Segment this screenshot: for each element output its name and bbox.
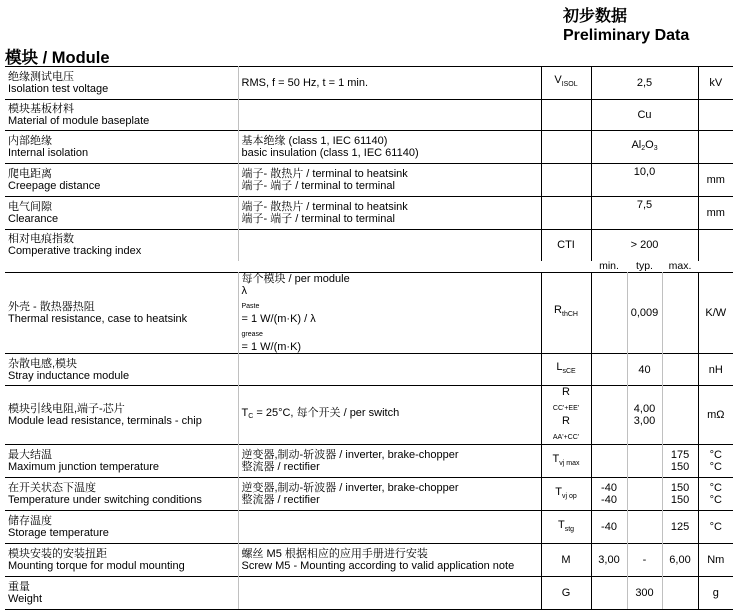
param-name: 电气间隙 Clearance <box>5 197 238 230</box>
param-name: 绝缘测试电压 Isolation test voltage <box>5 67 238 100</box>
param-name: 爬电距离 Creepage distance <box>5 164 238 197</box>
col-max: max. <box>668 260 692 273</box>
module-spec-table <box>5 66 733 610</box>
table-row <box>5 577 733 610</box>
value-min <box>591 386 627 445</box>
condition <box>238 100 541 131</box>
symbol <box>541 164 591 197</box>
value-typ: > 200 <box>591 230 698 261</box>
param-name: 外壳 - 散热器热阻 Thermal resistance, case to heatsink <box>5 273 238 354</box>
symbol: $T_{stg}$ <box>541 511 591 544</box>
value-typ: Cu <box>591 100 698 131</box>
table-row <box>5 131 733 164</box>
min-typ-max-header <box>5 261 733 273</box>
value-min: -40 <box>591 511 627 544</box>
param-name: 相对电痕指数 Comperative tracking index <box>5 230 238 261</box>
col-min: min. <box>599 260 619 273</box>
value-max: 6,00 <box>662 544 698 577</box>
value-typ: $Al_2O_3$ <box>591 131 698 164</box>
condition: 端子- 散热片 / terminal to heatsink 端子- 端子 / terminal to terminal <box>238 164 541 197</box>
value-min: 3,00 <box>591 544 627 577</box>
symbol: $T_{vj op}$ <box>541 478 591 511</box>
value-max <box>662 273 698 354</box>
value-max: 125 <box>662 511 698 544</box>
value-typ <box>627 478 662 511</box>
param-name: 杂散电感,模块 Stray inductance module <box>5 354 238 386</box>
unit: mΩ <box>698 386 733 445</box>
value-max <box>662 386 698 445</box>
symbol <box>541 197 591 230</box>
param-name: 模块引线电阻,端子-芯片 Module lead resistance, terminals - chip <box>5 386 238 445</box>
condition: 端子- 散热片 / terminal to heatsink 端子- 端子 / terminal to terminal <box>238 197 541 230</box>
unit <box>698 100 733 131</box>
unit: °C °C <box>698 478 733 511</box>
condition: RMS, f = 50 Hz, t = 1 min. <box>238 67 541 100</box>
param-name: 最大结温 Maximum junction temperature <box>5 445 238 478</box>
condition: 逆变器,制动-斩波器 / inverter, brake-chopper 整流器 / rectifier <box>238 445 541 478</box>
value-typ <box>627 445 662 478</box>
symbol: G <box>541 577 591 610</box>
table-row <box>5 197 733 230</box>
symbol: $V_{ISOL}$ <box>541 67 591 100</box>
value-typ: 2,5 <box>591 67 698 100</box>
preliminary-data-header <box>563 7 689 45</box>
symbol: $R_{thCH}$ <box>541 273 591 354</box>
unit <box>698 230 733 261</box>
symbol <box>541 100 591 131</box>
param-name: 内部绝缘 Internal isolation <box>5 131 238 164</box>
symbol: CTI <box>541 230 591 261</box>
table-row <box>5 544 733 577</box>
table-row <box>5 230 733 261</box>
preliminary-cn: 初步数据 <box>563 8 628 25</box>
value-min <box>591 445 627 478</box>
unit: mm <box>698 164 733 197</box>
value-typ: 4,00 3,00 <box>627 386 662 445</box>
col-typ: typ. <box>636 260 653 273</box>
table-row <box>5 511 733 544</box>
param-name: 重量 Weight <box>5 577 238 610</box>
unit: kV <box>698 67 733 100</box>
value-min <box>591 577 627 610</box>
condition: $T_C = 25^\circ C$, 每个开关 / per switch <box>238 386 541 445</box>
condition: 逆变器,制动-斩波器 / inverter, brake-chopper 整流器 / rectifier <box>238 478 541 511</box>
symbol: $L_{sCE}$ <box>541 354 591 386</box>
table-row <box>5 273 733 354</box>
value-typ: 7,5 <box>591 197 698 230</box>
unit: nH <box>698 354 733 386</box>
value-typ: 40 <box>627 354 662 386</box>
table-row <box>5 478 733 511</box>
unit: °C <box>698 511 733 544</box>
value-min <box>591 354 627 386</box>
table-row <box>5 67 733 100</box>
unit: °C °C <box>698 445 733 478</box>
condition <box>238 577 541 610</box>
value-typ: 0,009 <box>627 273 662 354</box>
param-name: 储存温度 Storage temperature <box>5 511 238 544</box>
param-name: 模块安装的安装扭距 Mounting torque for modul mounting <box>5 544 238 577</box>
table-row <box>5 386 733 445</box>
value-min: -40 -40 <box>591 478 627 511</box>
value-max: 150 150 <box>662 478 698 511</box>
value-typ <box>627 511 662 544</box>
preliminary-en: Preliminary Data <box>563 27 690 44</box>
value-typ: 300 <box>627 577 662 610</box>
table-row <box>5 100 733 131</box>
value-min <box>591 273 627 354</box>
symbol: $T_{vj max}$ <box>541 445 591 478</box>
param-name: 在开关状态下温度 Temperature under switching conditions <box>5 478 238 511</box>
value-max <box>662 577 698 610</box>
symbol <box>541 131 591 164</box>
unit: Nm <box>698 544 733 577</box>
param-name: 模块基板材料 Material of module baseplate <box>5 100 238 131</box>
value-typ: - <box>627 544 662 577</box>
unit: mm <box>698 197 733 230</box>
condition <box>238 230 541 261</box>
symbol: R $_{CC'+EE'}$ R $_{AA'+CC'}$ <box>541 386 591 445</box>
condition <box>238 511 541 544</box>
unit: g <box>698 577 733 610</box>
condition: 螺丝 M5 根据相应的应用手册进行安装 Screw M5 - Mounting according to valid application note <box>238 544 541 577</box>
value-typ: 10,0 <box>591 164 698 197</box>
condition: 每个模块 / per module λ $_{Paste}$ = 1 W/(m·K) / λ $_{grease}$ = 1 W/(m·K) <box>238 273 541 354</box>
value-max: 175 150 <box>662 445 698 478</box>
table-row <box>5 164 733 197</box>
value-max <box>662 354 698 386</box>
condition <box>238 354 541 386</box>
symbol: M <box>541 544 591 577</box>
module-section-title: 模块 / Module <box>5 49 110 67</box>
unit <box>698 131 733 164</box>
table-row <box>5 354 733 386</box>
table-row <box>5 445 733 478</box>
unit: K/W <box>698 273 733 354</box>
condition: 基本绝缘 (class 1, IEC 61140) basic insulation (class 1, IEC 61140) <box>238 131 541 164</box>
